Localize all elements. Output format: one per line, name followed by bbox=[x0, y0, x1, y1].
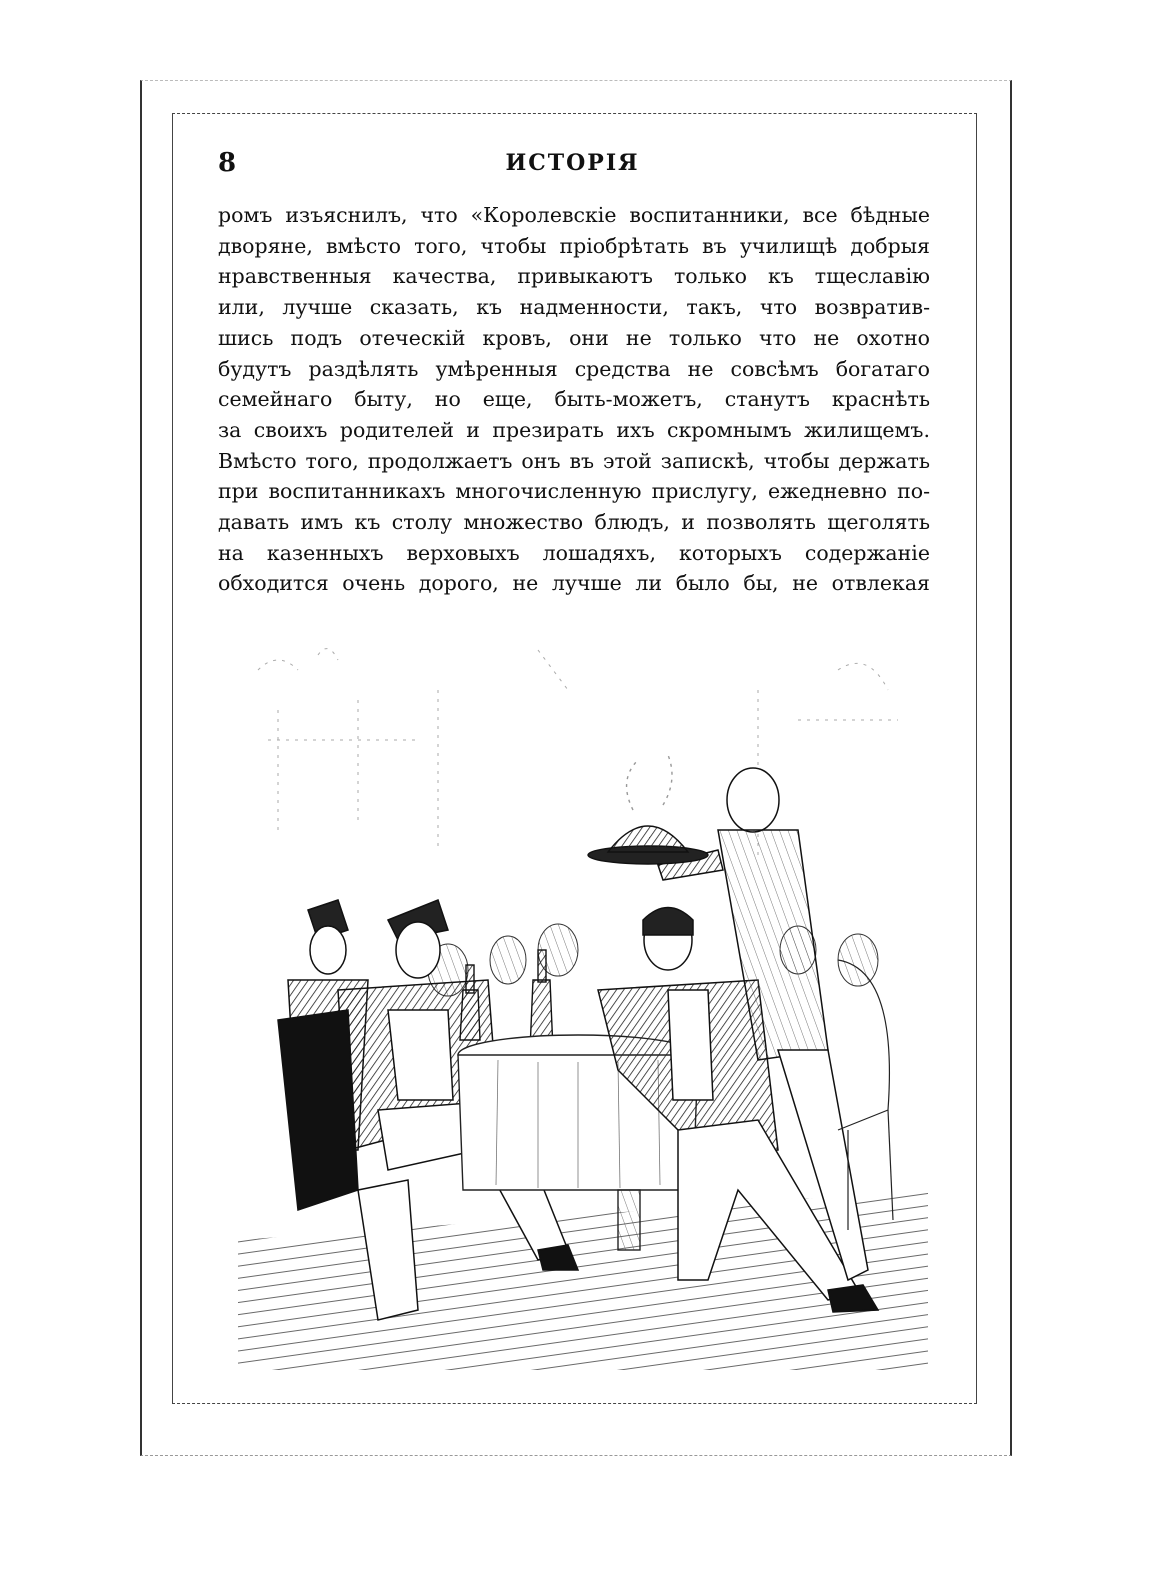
page-number: 8 bbox=[218, 148, 237, 178]
text-line: или, лучше сказать, къ надменности, такъ, что возвратив- bbox=[218, 295, 930, 320]
body-text bbox=[218, 200, 930, 599]
engraving-dining-scene-icon bbox=[238, 630, 928, 1370]
text-line: Вмѣсто того, продолжаетъ онъ въ этой запискѣ, чтобы держать bbox=[218, 448, 930, 473]
text-line: при воспитанникахъ многочисленную прислугу, ежедневно по- bbox=[218, 479, 930, 504]
text-line: обходится очень дорого, не лучше ли было бы, не отвлекая bbox=[218, 571, 930, 596]
text-line: давать имъ къ столу множество блюдъ, и позволять щеголять bbox=[218, 510, 930, 535]
text-line: будутъ раздѣлять умѣренныя средства не совсѣмъ богатаго bbox=[218, 356, 930, 381]
text-line: семейнаго быту, но еще, быть-можетъ, станутъ краснѣть bbox=[218, 387, 930, 412]
text-line: ромъ изъяснилъ, что «Королевскіе воспитанники, все бѣдные bbox=[218, 203, 930, 227]
text-line: на казенныхъ верховыхъ лошадяхъ, которыхъ содержаніе bbox=[218, 540, 930, 565]
text-line: дворяне, вмѣсто того, чтобы пріобрѣтать въ училищѣ добрыя bbox=[218, 233, 930, 258]
text-line: за своихъ родителей и презирать ихъ скромнымъ жилищемъ. bbox=[218, 417, 930, 442]
running-title: ИСТОРІЯ bbox=[505, 150, 640, 176]
text-line: шись подъ отеческій кровъ, они не только что не охотно bbox=[218, 325, 930, 350]
text-line: нравственныя качества, привыкаютъ только къ тщеславію bbox=[218, 264, 930, 289]
